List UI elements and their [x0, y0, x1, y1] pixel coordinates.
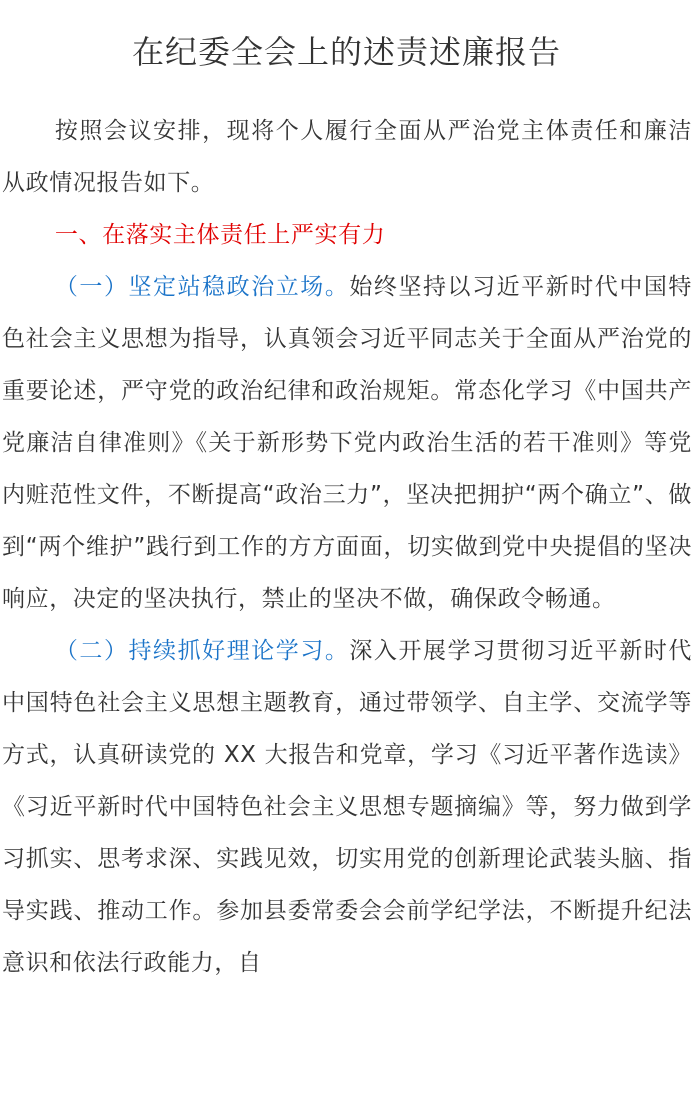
item-paragraph-2 — [2, 625, 692, 989]
item-text-2: 深入开展学习贯彻习近平新时代中国特色社会主义思想主题教育，通过带领学、自主学、交流学等方式，认真研读党的 XX 大报告和党章，学习《习近平著作选读》《习近平新时代中国特色社会主义思想专题摘编》等，努力做到学习抓实、思考求深、实践见效，切实用党的创新理论武装头脑、指导实践、推动工作。参加县委常委会会前学纪学法，不断提升纪法意识和依法行政能力，自 — [2, 638, 692, 976]
section-heading: 一、在落实主体责任上严实有力 — [54, 222, 386, 248]
item-paragraph-1 — [2, 261, 692, 625]
item-heading-2: （二）持续抓好理论学习。 — [54, 638, 350, 664]
intro-paragraph: 按照会议安排，现将个人履行全面从严治党主体责任和廉洁从政情况报告如下。 — [2, 118, 692, 196]
document-body — [2, 105, 692, 989]
item-heading-1: （一）坚定站稳政治立场。 — [54, 274, 350, 300]
section-paragraph — [2, 209, 692, 261]
item-text-1: 始终坚持以习近平新时代中国特色社会主义思想为指导，认真领会习近平同志关于全面从严治党的重要论述，严守党的政治纪律和政治规矩。常态化学习《中国共产党廉洁自律准则》《关于新形势下党内政治生活的若干准则》等党内赃范性文件，不断提高“政治三力”，坚决把拥护“两个确立”、做到“两个维护”践行到工作的方方面面，切实做到党中央提倡的坚决响应，决定的坚决执行，禁止的坚决不做，确保政令畅通。 — [2, 274, 692, 612]
document-title: 在纪委全会上的述责述廉报告 — [131, 33, 561, 71]
